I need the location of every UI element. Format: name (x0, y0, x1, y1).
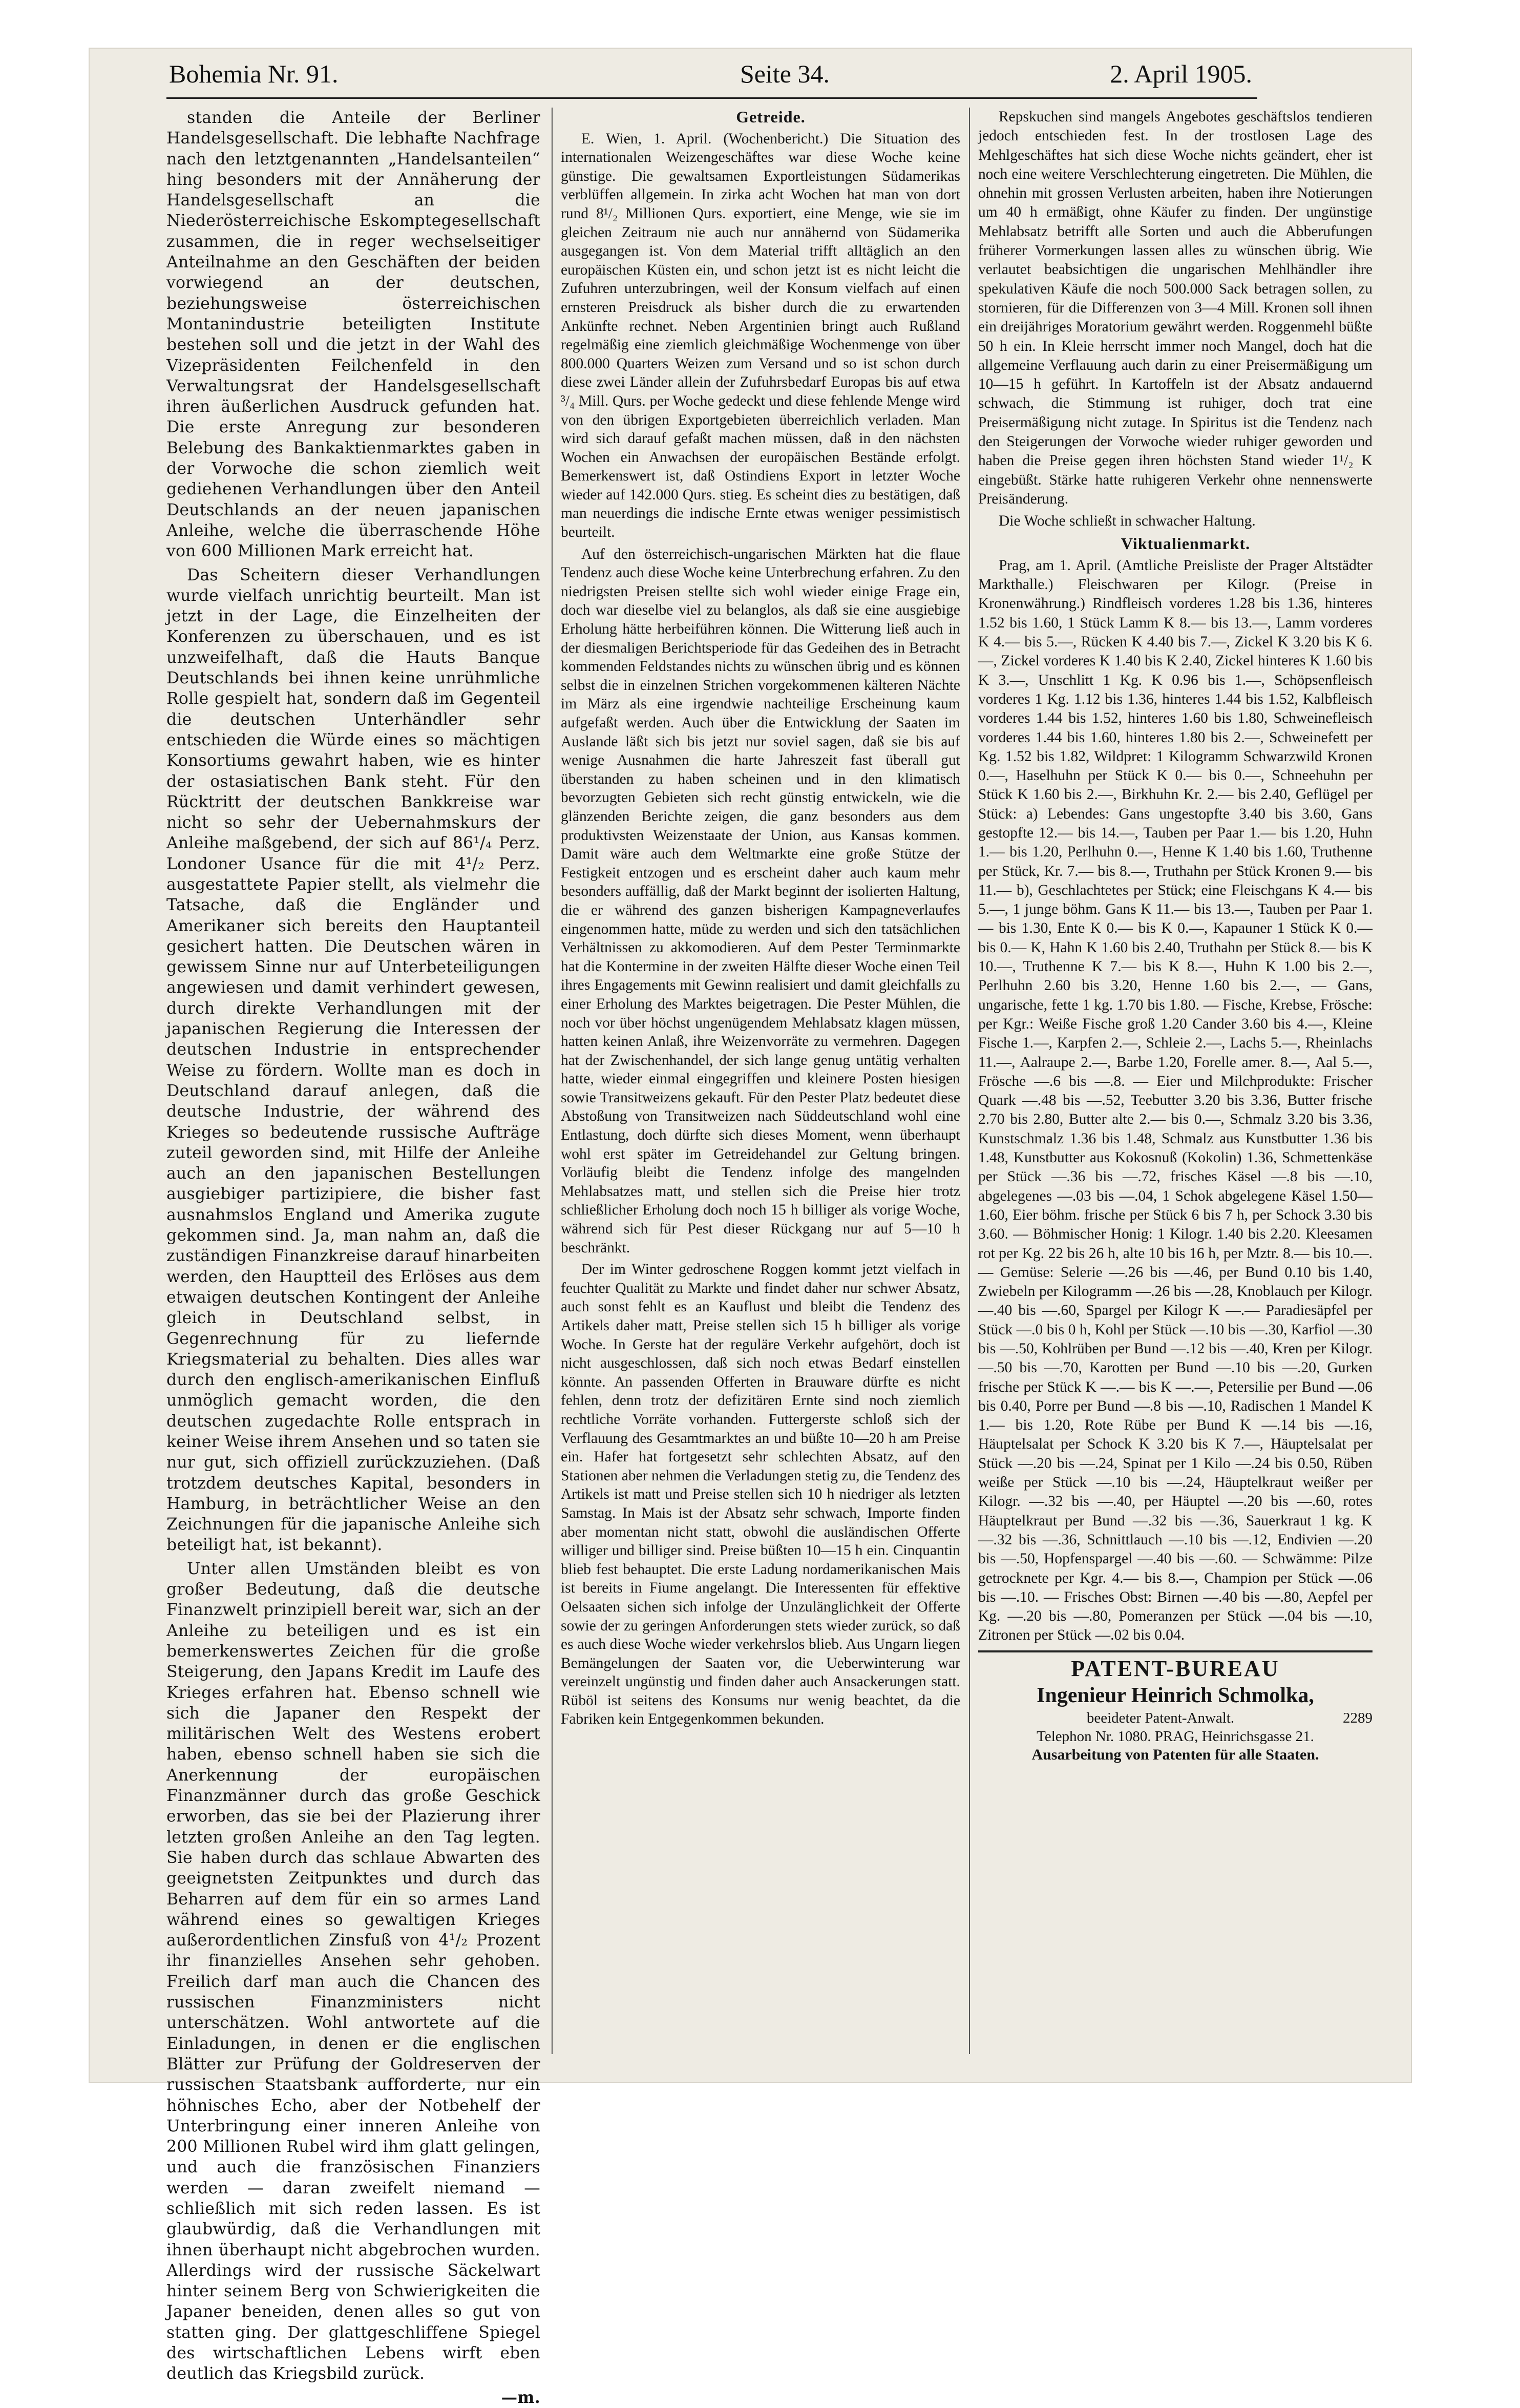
ad-subtitle-line (978, 1709, 1373, 1727)
header-page-number: Seite 34. (740, 59, 830, 88)
left-column (166, 108, 540, 2407)
right-paragraph-2: Die Woche schließt in schwacher Haltung. (999, 513, 1256, 530)
left-paragraph-3: Unter allen Umständen bleibt es von großer Bedeutung, daß die deutsche Finanzwelt prinzipiell bereit war, sich an der Anleihe zu beteiligen und es ist ein bemerkenswertes Zeichen für die große Steigerung, den Japans Kredit im Laufe des Krieges erfahren hat. Ebenso schnell wie sich die Japaner den Respekt der militärischen Welt des Westens erobert haben, ebenso schnell haben sie sich die Anerkennung der europäischen Finanzmänner durch das große Geschick erworben, das sie bei der Plazierung ihrer letzten großen Anleihe an den Tag legten. Sie haben durch das schlaue Abwarten des geeignetsten Zeitpunktes und durch das Beharren auf dem für ein so armes Land während eines so gewaltigen Krieges außerordentlichen Zinsfuß von 4¹/₂ Prozent ihr finanzielles Ansehen sehr gehoben. Freilich darf man auch die Chancen des russischen Finanzministers nicht unterschätzen. Wohl antwortete auf die Einladungen, in denen er die englischen Blätter zur Prüfung der Goldreserven der russischen Staatsbank aufforderte, nur ein höhnisches Echo, aber der Notbehelf der Unterbringung einer inneren Anleihe von 200 Millionen Rubel wird ihm glatt gelingen, und auch die französischen Finanziers werden — daran zweifelt niemand — schließlich mit sich reden lassen. Es ist glaubwürdig, daß die Verhandlungen mit ihnen überhaupt nicht abgebrochen wurden. Allerdings wird der russische Säckelwart hinter seinem Berg von Schwierigkeiten die Japaner beneiden, denen alles so gut von statten ging. Der glattgeschliffene Spiegel des wirtschaftlichen Lebens wirft eben deutlich das Kriegsbild zurück. (166, 1559, 540, 2383)
market-price-list: Prag, am 1. April. (Amtliche Preisliste der Prager Altstädter Markthalle.) Fleischwaren per Kilogr. (Preise in Kronenwährung.) Rindfleisch vorderes 1.28 bis 1.36, hinteres 1.52 bis 1.60, 1 Stück Lamm K 8.— bis 13.—, Lamm vorderes K 4.— bis 5.—, Rücken K 4.40 bis 7.—, Zickel K 3.20 bis K 6.—, Zickel vorderes K 1.40 bis K 2.40, Zickel hinteres K 1.60 bis K 3.—, Unschlitt 1 Kg. K 0.96 bis 1.—, Schöpsenfleisch vorderes 1 Kg. 1.12 bis 1.36, hinteres 1.44 bis 1.52, Kalbfleisch vorderes 1.44 bis 1.52, hinteres 1.60 bis 1.80, Schweinefleisch vorderes 1.44 bis 1.60, hinteres 1.80 bis 2.—, Schweinefett per Kg. 1.52 bis 1.82, Wildpret: 1 Kilogramm Schwarzwild Kronen 0.—, Haselhuhn per Stück K 0.— bis 0.—, Schneehuhn per Stück K 1.60 bis 2.—, Birkhuhn Kr. 2.— bis 2.40, Geflügel per Stück: a) Lebendes: Gans ungestopfte 3.40 bis 3.60, Gans gestopfte 12.— bis 14.—, Tauben per Paar 1.— bis 1.20, Huhn 1.— bis 1.20, Perlhuhn 0.—, Henne K 1.40 bis 1.60, Truthenne per Stück, Kr. 7.— bis 8.—, Truthahn per Stück Kronen 9.— bis 11.— b), Geschlachtetes per Stück; eine Fleischgans K 4.— bis 5.—, 1 junge böhm. Gans K 11.— bis 13.—, Tauben per Paar 1.— bis 1.30, Ente K 0.— bis K 0.—, Kapauner 1 Stück K 0.— bis 0.— K, Hahn K 1.60 bis 2.40, Truthahn per Stück 8.— bis K 10.—, Truthenne K 7.— bis K 8.—, Huhn K 1.00 bis 2.—, Perlhuhn 2.60 bis 3.20, Henne 1.60 bis 2.—, — Gans, ungarische, fette 1 kg. 1.70 bis 1.80. — Fische, Krebse, Frösche: per Kgr.: Weiße Fische groß 1.20 Cander 3.60 bis 4.—, Kleine Fische 1.—, Karpfen 2.—, Schleie 2.—, Lachs 5.—, Rheinlachs 11.—, Aalraupe 2.—, Barbe 1.20, Forelle amer. 8.—, Aal 5.—, Frösche —.6 bis —.8. — Eier und Milchprodukte: Frischer Quark —.48 bis —.52, Teebutter 3.20 bis 3.36, Butter frische 2.70 bis 2.80, Butter alte 2.— bis 0.—, Schmalz 3.20 bis 3.36, Kunstschmalz 1.36 bis 1.48, Schmalz aus Kunstbutter 1.36 bis 1.48, Kunstbutter aus Kokosnuß (Kokolin) 1.36, Schmettenkäse per Stück —.36 bis —.72, frisches Käsel —.8 bis —.10, abgelegenes —.03 bis —.04, 1 Schok abgelegene Käsel 1.50—1.60, Eier böhm. frische per Stück 6 bis 7 h, per Schock 3.30 bis 3.60. — Böhmischer Honig: 1 Kilogr. 1.40 bis 2.20. Kleesamen rot per Kg. 22 bis 26 h, alte 10 bis 16 h, per Mztr. 8.— bis 10.—. — Gemüse: Selerie —.26 bis —.46, per Bund 0.10 bis 1.40, Zwiebeln per Kilogramm —.26 bis —.28, Knoblauch per Kilogr. —.40 bis —.60, Spargel per Kilogr K —.— Paradiesäpfel per Stück —.0 bis 0 h, Kohl per Stück —.10 bis —.30, Karfiol —.30 bis —.50, Kohlrüben per Bund —.12 bis —.40, Kren per Kilogr. —.50 bis —.70, Karotten per Bund —.10 bis —.20, Gurken frische per Stück K —.— bis K —.—, Petersilie per Bund —.06 bis 0.40, Porre per Bund —.8 bis —.10, Radischen 1 Mandel K 1.— bis 1.20, Rote Rübe per Bund K —.14 bis —.16, Häuptelsalat per Schock K 3.20 bis K 7.—, Häuptelsalat per Stück —.20 bis —.24, Spinat per 1 Kilo —.24 bis 0.50, Rüben weiße per Stück —.10 bis —.24, Häuptelkraut weißer per Kilogr. —.32 bis —.40, per Häuptel —.20 bis —.60, rotes Häuptelkraut per Bund —.32 bis —.36, Sauerkraut 1 kg. K —.32 bis —.36, Schnittlauch —.10 bis —.12, Endivien —.20 bis —.50, Hopfenspargel —.40 bis —.60. — Schwämme: Pilze getrocknete per Kgr. 4.— bis 8.—, Champion per Stück —.06 bis —.10. — Frisches Obst: Birnen —.40 bis —.80, Aepfel per Kg. —.20 bis —.80, Pomeranzen per Stück —.04 bis —.10, Zitronen per Stück —.02 bis 0.04. (978, 557, 1373, 1644)
ad-name: Ingenieur Heinrich Schmolka, (1037, 1683, 1314, 1707)
patent-advertisement (978, 1656, 1373, 1764)
middle-column (561, 108, 960, 2064)
section-title-getreide: Getreide. (736, 108, 806, 126)
column-divider (969, 108, 970, 2054)
header-rule (166, 97, 1257, 99)
ad-title: PATENT-BUREAU (1071, 1656, 1280, 1681)
middle-paragraph-1: E. Wien, 1. April. (Wochenbericht.) Die Situation des internationalen Weizengeschäftes war diese Woche keine günstige. Die gewaltsamen Exportleistungen Südamerikas verblüffen allgemein. In zirka acht Wochen hat man von dort rund 8¹/₂ Millionen Qurs. exportiert, eine Menge, wie sie im gleichen Zeitraum nie auch nur annähernd von Südamerika ausgegangen ist. Von dem Material trifft alltäglich an den europäischen Küsten ein, und schon jetzt ist es nicht leicht die Zufuhren unterzubringen, weil der Konsum vielfach auf einen ernsteren Preisdruck als bisher durch die zu erwartenden Ankünfte rechnet. Neben Argentinien bringt auch Rußland regelmäßig eine ziemlich gleichmäßige Wochenmenge von über 800.000 Quarters Weizen zum Versand und so ist schon durch diese zwei Länder allein der Zufuhrsbedarf Europas bis auf etwa ³/₄ Mill. Qurs. per Woche gedeckt und diese fehlende Menge wird von den übrigen Exportgebieten überreichlich verladen. Man wird sich darauf gefaßt machen müssen, daß in den nächsten Wochen ein Anwachsen der europäischen Bestände erfolgt. Bemerkenswert ist, daß Ostindiens Export in letzter Woche wieder auf 142.000 Qurs. stieg. Es scheint dies zu bestätigen, daß man neuerdings die indische Ernte etwas weniger pessimistisch beurteilt. (561, 130, 960, 541)
column-divider (552, 108, 553, 2054)
left-signature: —m. (501, 2388, 540, 2407)
left-paragraph-1: standen die Anteile der Berliner Handelsgesellschaft. Die lebhafte Nachfrage nach den letztgenannten „Handelsanteilen“ hing besonders mit der Annäherung der Handelsgesellschaft an die Niederösterreichische Eskomptegesellschaft zusammen, die in reger wechselseitiger Anteilnahme an den Geschäften der beiden vorwiegend an der deutschen, beziehungsweise österreichischen Montanindustrie beteiligten Institute bestehen soll und die jetzt in der Wahl des Vizepräsidenten Feilchenfeld in den Verwaltungsrat der Handelsgesellschaft ihren äußerlichen Ausdruck gefunden hat. Die erste Anregung zur besonderen Belebung des Bankaktienmarktes gaben in der Vorwoche die schon ziemlich weit gediehenen Verhandlungen über den Anteil Deutschlands an der neuen japanischen Anleihe, welche die überraschende Höhe von 600 Millionen Mark erreicht hat. (166, 109, 540, 561)
header-publication: Bohemia Nr. 91. (169, 59, 339, 88)
right-paragraph-1: Repskuchen sind mangels Angebotes geschäftslos tendieren jedoch entschieden fest. In der trostlosen Lage des Mehlgeschäftes hat sich diese Woche nichts geändert, eher ist noch eine weitere Verschlechterung eingetreten. Die Mühlen, die ohnehin mit grossen Verlusten arbeiten, haben ihre Notierungen um 40 h ermäßigt, ohne Käufer zu finden. Der ungünstige Mehlabsatz betrifft alle Sorten und auch die Abberufungen früherer Vormerkungen lassen alles zu wünschen übrig. Wie verlautet beabsichtigen die ungarischen Mehlhändler ihre spekulativen Käufe die noch 500.000 Sack betragen sollen, zu stornieren, für die Differenzen von 3—4 Mill. Kronen soll ihnen ein dreijähriges Moratorium gewährt werden. Roggenmehl büßte 50 h ein. In Kleie herrscht immer noch Mangel, doch hat die allgemeine Verflauung auch darin zu einer Preisermäßigung um 10—15 h geführt. In Kartoffeln ist der Absatz andauernd schwach, die Stimmung ist ruhiger, doch trat eine Preisermäßigung nicht zutage. In Spiritus ist die Tendenz nach den Steigerungen der Vorwoche wieder ruhiger geworden und haben die Preise gegen ihren höchsten Stand wieder 1¹/₂ K eingebüßt. Stärke hatte ruhigeren Verkehr ohne nennenswerte Preisänderung. (978, 109, 1373, 507)
ad-rule (978, 1650, 1373, 1652)
ad-subtitle: beeideter Patent-Anwalt. (1086, 1709, 1235, 1726)
page-header (90, 49, 1411, 90)
section-title-viktualienmarkt: Viktualienmarkt. (1121, 534, 1251, 553)
newspaper-page (90, 49, 1411, 2407)
header-date: 2. April 1905. (1110, 59, 1252, 88)
ad-contact: Telephon Nr. 1080. PRAG, Heinrichsgasse 21. (1037, 1728, 1314, 1745)
ad-number: 2289 (1343, 1709, 1373, 1726)
middle-paragraph-3: Der im Winter gedroschene Roggen kommt jetzt vielfach in feuchter Qualität zu Markte und findet daher nur schwer Absatz, auch sonst fehlt es an Kauflust und bleibt die Tendenz des Artikels daher matt, Preise stellen sich 15 h billiger als vorige Woche. In Gerste hat der reguläre Verkehr aufgehört, doch ist nicht ausgeschlossen, daß sich noch etwas Bedarf einstellen könnte. An passenden Offerten in Brauware dürfte es nicht fehlen, denn trotz der defizitären Ernte sind noch ziemlich rechtliche Vorräte vorhanden. Futtergerste schloß sich der Verflauung des Gesamtmarktes an und büßte 10—20 h am Preise ein. Hafer hat fortgesetzt sehr schlechten Absatz, auf den Stationen aber nehmen die Verladungen stetig zu, die Tendenz des Artikels ist matt und Preise stellen sich 10 h niedriger als letzten Samstag. In Mais ist der Absatz sehr schwach, Importe finden aber momentan nicht statt, obwohl die ausländischen Offerte williger und billiger sind. Preise büßten 10—15 h ein. Cinquantin blieb fest behauptet. Die erste Ladung nordamerikanischen Mais ist bereits in Fiume angelangt. Die Interessenten für effektive Oelsaaten sichen sich infolge der Unzulänglichkeit der Offerte sowie der zu geringen Anforderungen stets wieder zurück, so daß es auch diese Woche wieder verkehrslos blieb. Aus Ungarn liegen Bemängelungen der Saaten vor, die Ueberwinterung war vereinzelt ungünstig und finden daher auch Ansackerungen statt. Rüböl ist seitens des Konsums nur wenig beachtet, da die Fabriken kein Entgegenkommen bekunden. (561, 1261, 960, 1728)
ad-tagline: Ausarbeitung von Patenten für alle Staaten. (1031, 1746, 1319, 1763)
right-column (978, 108, 1373, 2064)
left-paragraph-2: Das Scheitern dieser Verhandlungen wurde vielfach unrichtig beurteilt. Man ist jetzt in der Lage, die Einzelheiten der Konferenzen zu überschauen, und es ist unzweifelhaft, daß die Hauts Banque Deutschlands bei ihnen keine unrühmliche Rolle gespielt hat, sondern daß im Gegenteil die deutschen Unterhändler sehr entschieden die Würde eines so mächtigen Konsortiums gewahrt haben, wie es hinter der ostasiatischen Bank steht. Für den Rücktritt der deutschen Bankkreise war nicht so sehr der Uebernahmskurs der Anleihe maßgebend, der sich auf 86¹/₄ Perz. Londoner Usance für die mit 4¹/₂ Perz. ausgestattete Papier stellt, als vielmehr die Tatsache, daß die Engländer und Amerikaner sich bereits den Hauptanteil gesichert hatten. Die Deutschen wären in gewissem Sinne nur auf Unterbeteiligungen angewiesen und damit verhindert gewesen, durch direkte Verhandlungen mit der japanischen Regierung die Interessen der deutschen Industrie in entsprechender Weise zu fördern. Wollte man es doch in Deutschland darauf anlegen, daß die deutsche Industrie, der während des Krieges so bedeutende russische Aufträge zuteil geworden sind, mit Hilfe der Anleihe auch an den japanischen Bestellungen ausgiebiger partizipiere, die bisher fast ausnahmslos England und Amerika zugute gekommen sind. Ja, man nahm an, daß die zuständigen Finanzkreise darauf hinarbeiten werden, den Hauptteil des Erlöses aus dem etwaigen deutschen Kontingent der Anleihe gleich in Deutschland selbst, in Gegenrechnung für zu liefernde Kriegsmaterial zu behalten. Dies alles war durch den englisch-amerikanischen Einfluß unmöglich gemacht worden, die den deutschen zugedachte Rolle entsprach in keiner Weise ihrem Ansehen und so taten sie nur gut, sich offiziell zurückzuziehen. (Daß trotzdem deutsches Kapital, besonders in Hamburg, in beträchtlicher Weise an den Zeichnungen für die japanische Anleihe sich beteiligt hat, ist bekannt). (166, 566, 540, 1555)
middle-paragraph-2: Auf den österreichisch-ungarischen Märkten hat die flaue Tendenz auch diese Woche keine Unterbrechung erfahren. Zu den niedrigsten Preisen stellte sich wohl wieder einige Frage ein, doch war dieselbe viel zu belanglos, als daß sie eine ausgiebige Erholung hätte herbeiführen können. Die Witterung ließ auch in der diesmaligen Berichtsperiode für das Gedeihen des in Betracht kommenden Feldstandes nichts zu wünschen übrig und es können selbst die in einzelnen Strichen vorgekommenen kälteren Nächte im März als eine irgendwie nachteilige Erscheinung kaum aufgefaßt werden. Auch über die Entwicklung der Saaten im Auslande läßt sich bis jetzt nur soviel sagen, daß sie bis auf wenige Ausnahmen die harte Jahreszeit fast überall gut überstanden zu haben scheinen und in den klimatisch bevorzugten Gebieten sich recht günstig entwickeln, wie die glänzenden Berichte zeigen, die ganz besonders aus dem produktivsten Weizenstaate der Union, aus Kansas kommen. Damit wäre auch dem Weltmarkte eine große Stütze der Festigkeit entzogen und es erscheint daher auch kaum mehr besonders auffällig, daß der Markt beginnt der isolierten Haltung, die er während des ganzen bisherigen Kampagneverlaufes eingenommen hatte, müde zu werden und sich den tatsächlichen Verhältnissen zu akkomodieren. Auf dem Pester Terminmarkte hat die Konterminе in der zweiten Hälfte dieser Woche einen Teil ihres Engagements mit Gewinn realisiert und damit gleichfalls zu einer Erholung des Marktes beigetragen. Die Pester Mühlen, die noch vor über höchst ungenügendem Mehlabsatz klagen müssen, hatten keinen Anlaß, ihre Weizenvorräte zu vermehren. Dagegen hat der Zwischenhandel, der sich lange genug untätig verhalten hatte, wieder einmal eingegriffen und kleinere Posten hiesigen sowie Transitweizens gekauft. Für den Pester Platz bedeutet diese Abstoßung von Transitweizen nach Süddeutschland wohl eine Entlastung, doch dürfte sich dieses Moment, wenn überhaupt wohl erst später im Getreidehandel zur Geltung bringen. Vorläufig bleibt die Tendenz infolge des mangelnden Mehlabsatzes matt, und stellen sich die Preise hier trotz schließlicher Erholung doch noch 15 h billiger als vorige Woche, während sich für Pest dieser Rückgang nur auf 5—10 h beschränkt. (561, 546, 960, 1256)
